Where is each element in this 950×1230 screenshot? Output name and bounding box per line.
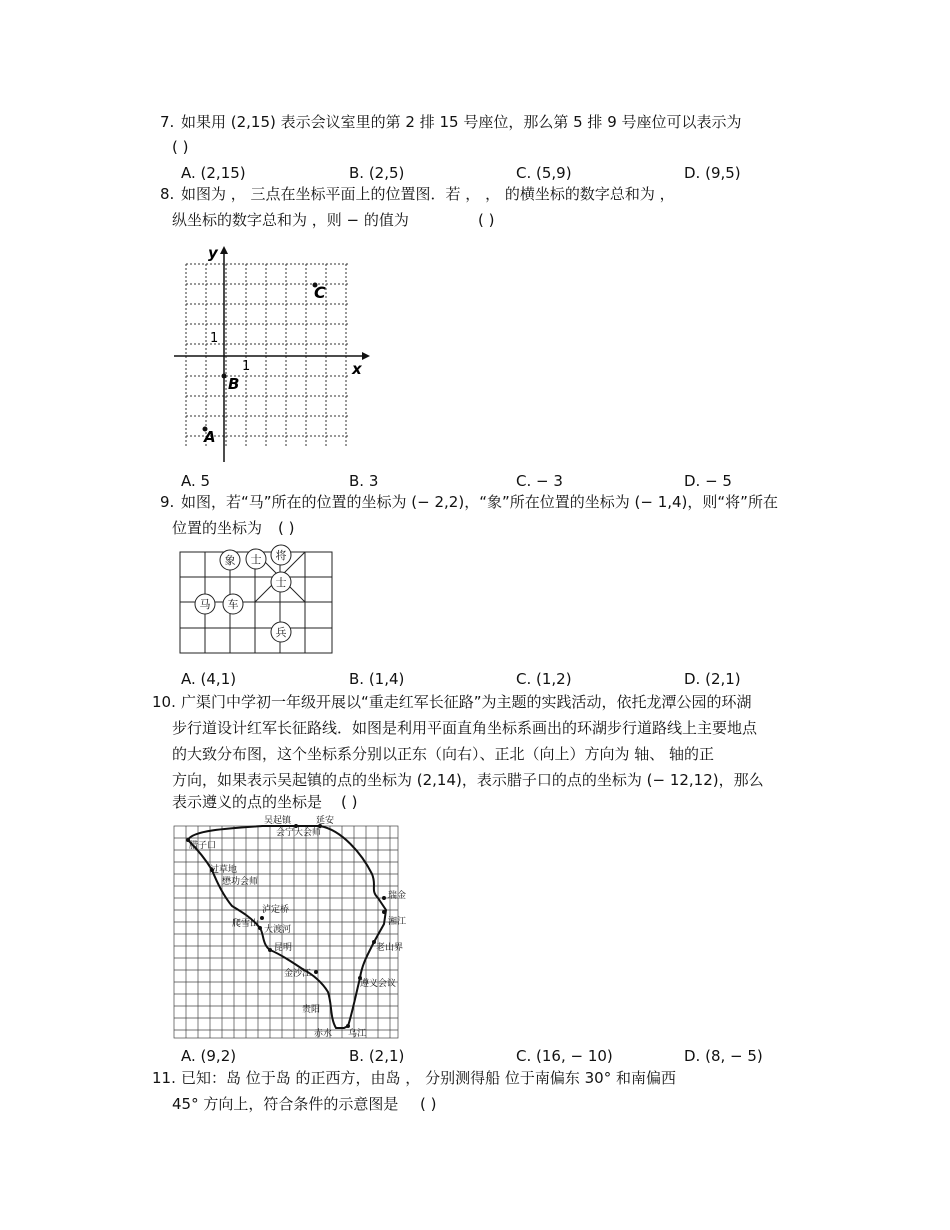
q9-label-shi-middle: 士 <box>275 576 287 589</box>
q8-y-axis-arrow <box>220 246 228 254</box>
q10-point-kunming <box>268 948 272 952</box>
q10-label-xiangjiang: 湘江 <box>388 917 407 927</box>
q8-option-c: C. − 3 <box>516 472 563 490</box>
q8-label-c: C <box>314 283 326 302</box>
q9-label-xiang: 象 <box>224 554 236 567</box>
q8-number: 8. <box>160 185 175 203</box>
q10-point-wujiang <box>346 1024 350 1028</box>
q8-x-label: x <box>352 360 362 378</box>
q8-x-axis-arrow <box>362 352 370 360</box>
q10-label-guocaodi: 过草地 <box>210 865 238 875</box>
q10-route-map <box>172 814 407 1044</box>
q8-text-line2: 纵坐标的数字总和为 ，则 − 的值为 <box>172 211 409 229</box>
q10-label-kunming: 昆明 <box>274 943 293 953</box>
q10-text-line2: 步行道设计红军长征路线．如图是利用平面直角坐标系画出的环湖步行道路线上主要地点 <box>172 719 758 737</box>
q10-label-chishui: 赤水 <box>314 1029 333 1039</box>
q9-option-d: D. (2,1) <box>684 670 741 688</box>
q10-point-ruijin <box>382 896 386 900</box>
q8-tick-one-y: 1 <box>210 331 219 346</box>
q9-chess-board <box>178 542 336 657</box>
q10-point-luding <box>260 916 264 920</box>
q10-option-c: C. (16, − 10) <box>516 1047 613 1065</box>
q10-option-a: A. (9,2) <box>181 1047 237 1065</box>
q9-text-line2: 位置的坐标为 <box>172 519 263 537</box>
q9-option-b: B. (1,4) <box>349 670 405 688</box>
q7-option-b: B. (2,5) <box>349 164 405 182</box>
q9-label-bing: 兵 <box>275 626 287 639</box>
q10-number: 10. <box>152 693 176 711</box>
q10-answer-paren: ( ) <box>341 793 358 811</box>
q7-option-d: D. (9,5) <box>684 164 741 182</box>
q10-label-luding: 泸定桥 <box>262 905 290 915</box>
q9-option-a: A. (4,1) <box>181 670 237 688</box>
q7-text: 如果用 (2,15) 表示会议室里的第 2 排 15 号座位，那么第 5 排 9 号座位可以表示为 <box>181 113 742 131</box>
q10-option-d: D. (8, − 5) <box>684 1047 763 1065</box>
q10-label-zunyi: 遵义会议 <box>360 979 397 989</box>
q9-label-shi-top: 士 <box>250 553 262 566</box>
q10-label-huining: 会宁大会师 <box>276 828 322 838</box>
q8-answer-paren: ( ) <box>478 211 495 229</box>
q7-option-c: C. (5,9) <box>516 164 572 182</box>
q10-text-line1: 广渠门中学初一年级开展以“重走红军长征路”为主题的实践活动，依托龙潭公园的环湖 <box>181 693 752 711</box>
q10-label-wuqi: 吴起镇 <box>264 816 292 826</box>
q9-label-che: 车 <box>227 598 239 611</box>
q10-label-ruijin: 瑞金 <box>388 891 407 901</box>
q9-text-line1: 如图，若“马”所在的位置的坐标为 (− 2,2)，“象”所在位置的坐标为 (− 1,4)，则“将”所在 <box>181 493 778 511</box>
q10-point-xiangjiang <box>382 910 386 914</box>
q11-number: 11. <box>152 1069 176 1087</box>
q8-point-b <box>222 374 227 379</box>
q8-option-d: D. − 5 <box>684 472 732 490</box>
q11-text-line2: 45° 方向上，符合条件的示意图是 <box>172 1095 399 1113</box>
q10-text-line4: 方向，如果表示吴起镇的点的坐标为 (2,14)，表示腊子口的点的坐标为 (− 12,12)，那么 <box>172 771 764 789</box>
q10-text-line3: 的大致分布图，这个坐标系分别以正东（向右）、正北（向上）方向为 轴、 轴的正 <box>172 745 715 763</box>
q11-answer-paren: ( ) <box>420 1095 437 1113</box>
q10-label-lazikou: 腊子口 <box>189 841 217 851</box>
q8-option-b: B. 3 <box>349 472 379 490</box>
q10-label-jinsha: 金沙江 <box>284 969 312 979</box>
q10-point-jinsha <box>314 970 318 974</box>
q10-label-dadu: 大渡河 <box>264 925 292 935</box>
q8-label-b: B <box>228 375 240 393</box>
q9-label-ma: 马 <box>199 598 211 611</box>
q8-option-a: A. 5 <box>181 472 211 490</box>
q10-label-guiyang: 贵阳 <box>302 1005 321 1015</box>
q8-tick-one-x: 1 <box>242 359 251 374</box>
q10-label-jiajin: 爬雪山 <box>232 919 260 929</box>
q9-label-jiang: 将 <box>275 549 287 562</box>
q10-text-line5: 表示遵义的点的坐标是 <box>172 793 323 811</box>
q8-label-a: A <box>204 428 216 446</box>
q11-text-line1: 已知：岛 位于岛 的正西方，由岛 ， 分别测得船 位于南偏东 30° 和南偏西 <box>181 1069 676 1087</box>
q10-label-wujiang: 乌江 <box>348 1029 367 1039</box>
q10-label-maogong: 懋功会师 <box>222 877 259 887</box>
q10-option-b: B. (2,1) <box>349 1047 405 1065</box>
q8-y-label: y <box>208 244 218 262</box>
q8-coordinate-figure <box>172 236 372 466</box>
q7-answer-paren: ( ) <box>172 138 189 156</box>
q10-label-yanan: 延安 <box>316 816 335 826</box>
q7-number: 7. <box>160 113 175 131</box>
q9-option-c: C. (1,2) <box>516 670 572 688</box>
q10-label-laoshanjie: 老山界 <box>376 943 404 953</box>
q9-number: 9. <box>160 493 175 511</box>
q7-option-a: A. (2,15) <box>181 164 246 182</box>
q8-text-line1: 如图为 ， 三点在坐标平面上的位置图．若 ， ， 的横坐标的数字总和为 ， <box>181 185 675 203</box>
q9-answer-paren: ( ) <box>278 519 295 537</box>
